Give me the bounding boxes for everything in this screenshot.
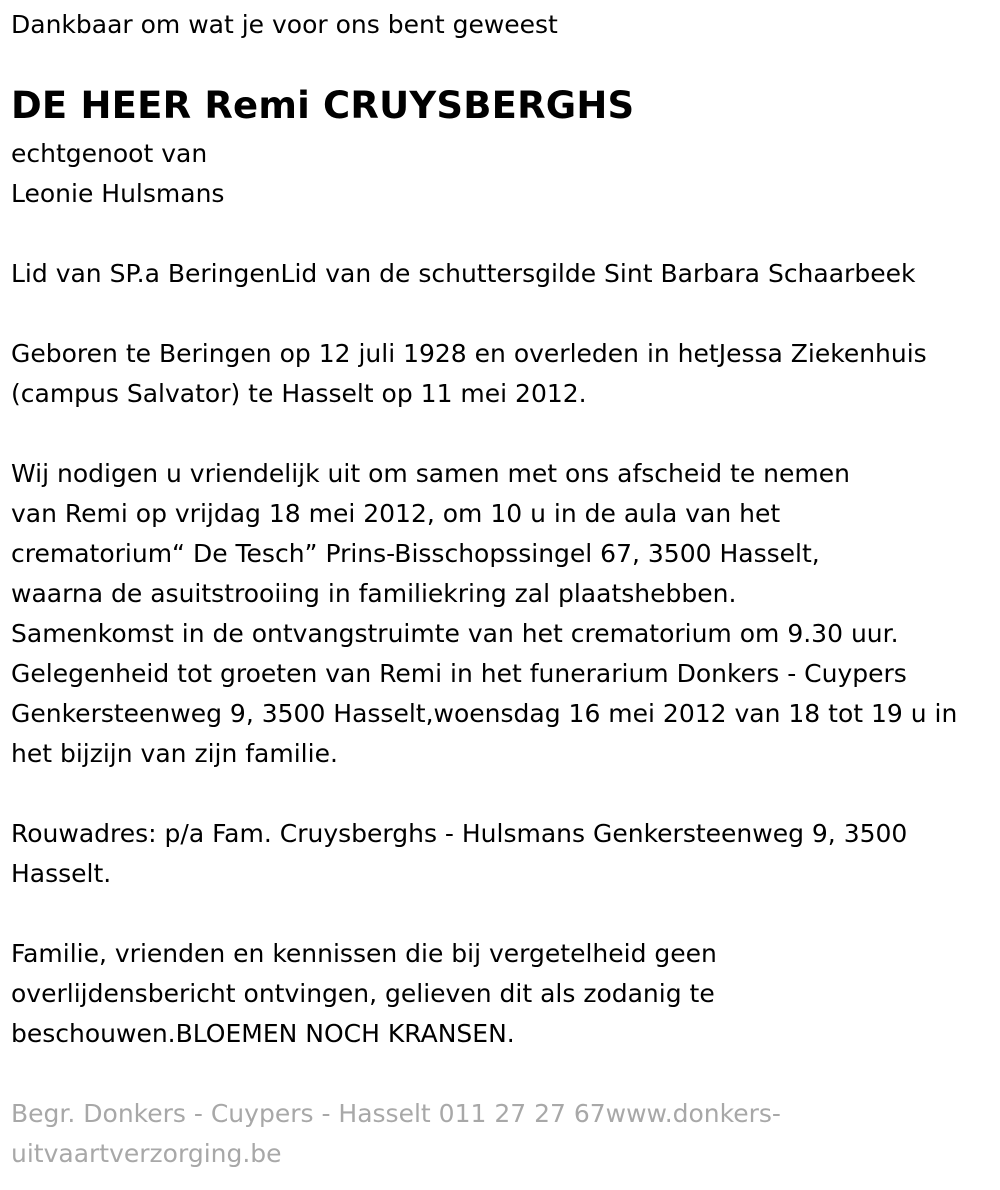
intro-text: Dankbaar om wat je voor ons bent geweest	[11, 10, 558, 39]
invitation-line: waarna de asuitstrooiing in familiekring zal plaatshebben.	[11, 579, 737, 608]
invitation-line: Wij nodigen u vriendelijk uit om samen met ons afscheid te nemen	[11, 459, 850, 488]
funeral-director-footer	[11, 1094, 781, 1174]
invitation-line: Samenkomst in de ontvangstruimte van het crematorium om 9.30 uur.	[11, 619, 899, 648]
spouse-name: Leonie Hulsmans	[11, 179, 225, 208]
birth-death-section	[11, 334, 927, 414]
spouse-relation: echtgenoot van	[11, 139, 208, 168]
membership-text: Lid van SP.a BeringenLid van de schuttersgilde Sint Barbara Schaarbeek	[11, 259, 916, 288]
mourning-address-line: Rouwadres: p/a Fam. Cruysberghs - Hulsmans Genkersteenweg 9, 3500	[11, 819, 908, 848]
notice-line: overlijdensbericht ontvingen, gelieven dit als zodanig te	[11, 979, 715, 1008]
invitation-line: crematorium“ De Tesch” Prins-Bisschopssingel 67, 3500 Hasselt,	[11, 539, 820, 568]
membership-section	[11, 254, 915, 294]
deceased-name: DE HEER Remi CRUYSBERGHS	[11, 84, 635, 127]
invitation-line: Gelegenheid tot groeten van Remi in het funerarium Donkers - Cuypers	[11, 659, 907, 688]
invitation-section	[11, 454, 957, 774]
footer-line: Begr. Donkers - Cuypers - Hasselt 011 27 27 67www.donkers-	[11, 1099, 781, 1128]
footer-line: uitvaartverzorging.be	[11, 1139, 282, 1168]
mourning-address-line: Hasselt.	[11, 859, 112, 888]
mourning-address-section	[11, 814, 907, 894]
notice-line: beschouwen.BLOEMEN NOCH KRANSEN.	[11, 1019, 515, 1048]
spouse-section	[11, 134, 224, 214]
birth-death-line: Geboren te Beringen op 12 juli 1928 en overleden in hetJessa Ziekenhuis	[11, 339, 927, 368]
notice-line: Familie, vrienden en kennissen die bij vergetelheid geen	[11, 939, 717, 968]
birth-death-line: (campus Salvator) te Hasselt op 11 mei 2012.	[11, 379, 587, 408]
notice-section	[11, 934, 717, 1054]
invitation-line: van Remi op vrijdag 18 mei 2012, om 10 u in de aula van het	[11, 499, 781, 528]
invitation-line: Genkersteenweg 9, 3500 Hasselt,woensdag 16 mei 2012 van 18 tot 19 u in	[11, 699, 958, 728]
invitation-line: het bijzijn van zijn familie.	[11, 739, 338, 768]
